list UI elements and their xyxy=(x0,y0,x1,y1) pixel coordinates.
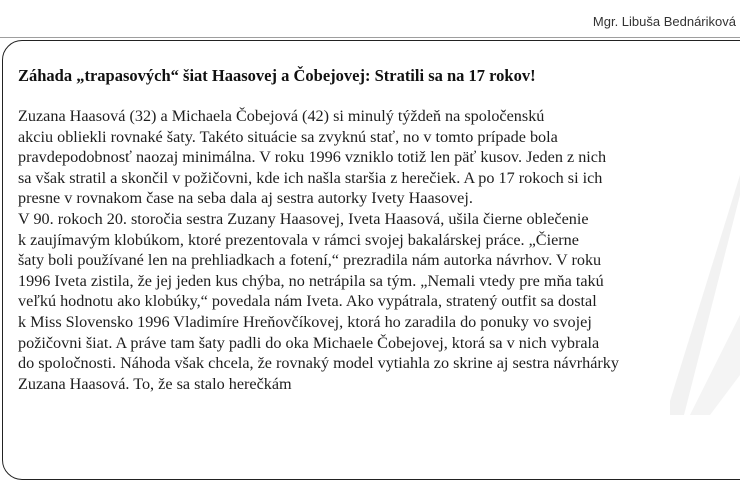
article-line: požičovni šiat. A práve tam šaty padli do oka Michaele Čobejovej, ktorá sa v nich vybrala xyxy=(18,333,600,352)
article-line: akciu obliekli rovnaké šaty. Takéto situácie sa zvyknú stať, no v tomto prípade bola xyxy=(18,127,558,146)
article-line: pravdepodobnosť naozaj minimálna. V roku 1996 vzniklo totiž len päť kusov. Jeden z nich xyxy=(18,148,607,167)
article-line: šaty boli používané len na prehliadkach a fotení,“ prezradila nám autorka návrhov. V roku xyxy=(18,251,602,270)
article-line: V 90. rokoch 20. storočia sestra Zuzany Haasovej, Iveta Haasová, ušila čierne oblečenie xyxy=(18,209,589,228)
article-line: k zaujímavým klobúkom, ktoré prezentovala v rámci svojej bakalárskej práce. „Čierne xyxy=(18,230,579,249)
article xyxy=(18,66,730,394)
author-name: Mgr. Libuša Bednáriková xyxy=(592,14,736,29)
article-line: veľkú hodnotu ako klobúky,“ povedala nám Iveta. Ako vypátrala, stratený outfit sa dostal xyxy=(18,292,597,311)
article-title: Záhada „trapasových“ šiat Haasovej a Čobejovej: Stratili sa na 17 rokov! xyxy=(18,66,536,85)
article-line: Zuzana Haasová (32) a Michaela Čobejová (42) si minulý týždeň na spoločenskú xyxy=(18,107,545,125)
article-line: do spoločnosti. Náhoda však chcela, že rovnaký model vytiahla zo skrine aj sestra návrhárky xyxy=(18,354,619,373)
article-line: presne v rovnakom čase na seba dala aj sestra autorky Ivety Haasovej. xyxy=(18,189,473,208)
article-line: k Miss Slovensko 1996 Vladimíre Hreňovčíkovej, ktorá ho zaradila do ponuky vo svojej xyxy=(18,312,592,331)
article-line: 1996 Iveta zistila, že jej jeden kus chýba, no netrápila sa tým. „Nemali vtedy pre mňa takú xyxy=(18,271,604,290)
article-line: sa však stratil a skončil v požičovni, kde ich našla staršia z herečiek. A po 17 rokoch si ich xyxy=(18,168,603,187)
author-header xyxy=(0,0,740,38)
article-line: Zuzana Haasová. To, že sa stalo herečkám xyxy=(18,374,292,393)
article-body xyxy=(18,106,730,394)
